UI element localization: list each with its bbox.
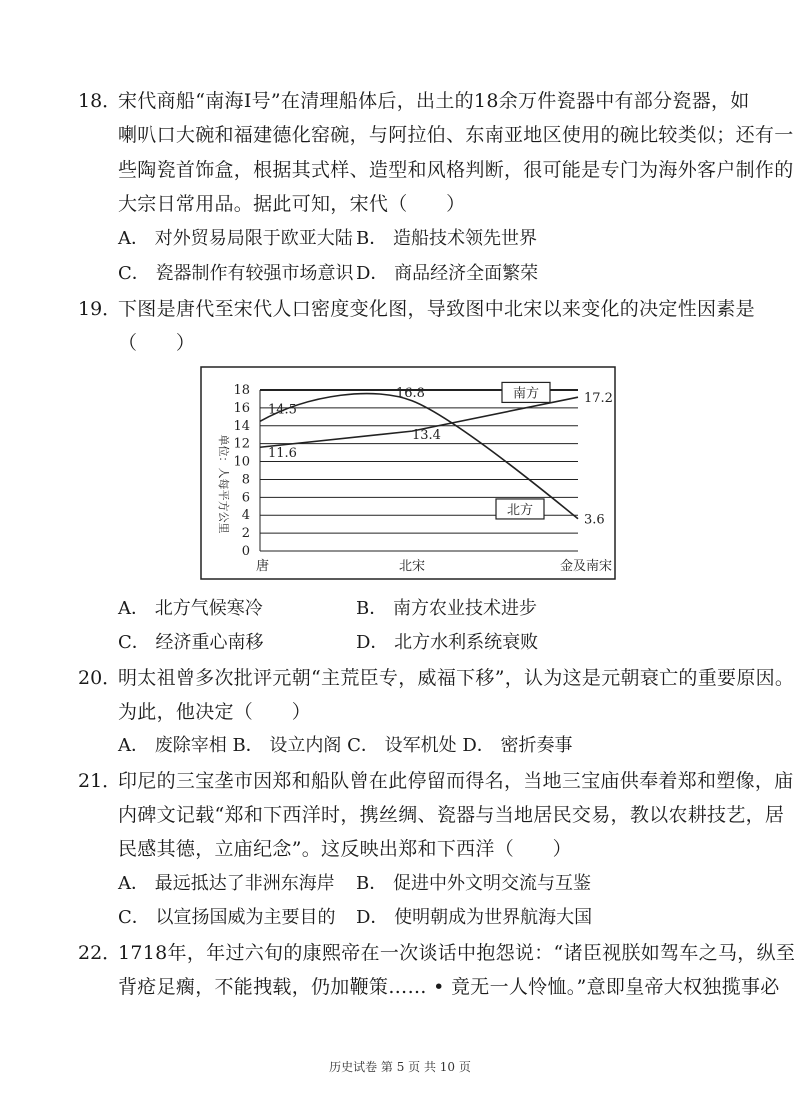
q18-option-a: A． 对外贸易局限于欧亚大陆 xyxy=(118,228,353,249)
q21-option-c: C． 以宣扬国威为主要目的 xyxy=(118,907,336,928)
y-axis-label: 单位：人每平方公里 xyxy=(217,434,230,534)
y-tick-label: 16 xyxy=(233,400,250,416)
q19-stem-line-2: （ ） xyxy=(118,332,196,354)
page-footer: 历史试卷 第 5 页 共 10 页 xyxy=(329,1060,471,1074)
population-density-chart xyxy=(200,366,616,581)
x-tick-label: 唐 xyxy=(256,559,270,574)
q21-option-b: B． 促进中外文明交流与互鉴 xyxy=(356,873,591,894)
y-tick-label: 4 xyxy=(241,508,250,524)
q20-options: A． 废除宰相 B． 设立内阁 C． 设军机处 D． 密折奏事 xyxy=(118,735,573,756)
q18-option-c: C． 瓷器制作有较强市场意识 xyxy=(118,263,354,284)
q19-option-d: D． 北方水利系统衰败 xyxy=(356,632,539,653)
y-tick-label: 6 xyxy=(241,490,250,506)
data-label: 17.2 xyxy=(584,391,613,407)
q21-option-d: D． 使明朝成为世界航海大国 xyxy=(356,907,593,928)
q20-number: 20． xyxy=(78,667,122,689)
q21-number: 21． xyxy=(78,770,122,792)
q20-stem-line-2: 为此，他决定（ ） xyxy=(118,701,312,723)
data-label: 11.6 xyxy=(268,446,297,462)
data-label: 16.8 xyxy=(396,386,425,402)
q19-option-c: C． 经济重心南移 xyxy=(118,632,264,653)
y-tick-label: 2 xyxy=(241,526,250,542)
y-tick-label: 0 xyxy=(241,544,250,559)
y-tick-label: 14 xyxy=(233,418,250,434)
q22-stem-line-1: 1718年，年过六旬的康熙帝在一次谈话中抱怨说：“诸臣视朕如驾车之马，纵至 xyxy=(118,942,796,964)
q21-stem-line-2: 内碑文记载“郑和下西洋时，携丝绸、瓷器与当地居民交易，教以农耕技艺，居 xyxy=(118,804,785,826)
q21-stem-line-1: 印尼的三宝垄市因郑和船队曾在此停留而得名，当地三宝庙供奉着郑和塑像，庙 xyxy=(118,770,794,792)
data-label: 13.4 xyxy=(412,428,441,444)
y-tick-label: 10 xyxy=(233,454,250,470)
q22-number: 22． xyxy=(78,942,122,964)
q19-option-b: B． 南方农业技术进步 xyxy=(356,598,537,619)
q21-option-a: A． 最远抵达了非洲东海岸 xyxy=(118,873,335,894)
data-label: 14.5 xyxy=(268,402,297,418)
q20-stem-line-1: 明太祖曾多次批评元朝“主荒臣专，威福下移”，认为这是元朝衰亡的重要原因。 xyxy=(118,667,795,689)
y-tick-label: 12 xyxy=(233,436,250,452)
q18-stem-line-4: 大宗日常用品。据此可知，宋代（ ） xyxy=(118,193,466,215)
q21-stem-line-3: 民感其德，立庙纪念”。这反映出郑和下西洋（ ） xyxy=(118,838,572,860)
data-label: 3.6 xyxy=(584,512,605,528)
series-name-label: 北方 xyxy=(506,502,534,518)
q18-stem-line-2: 喇叭口大碗和福建德化窑碗，与阿拉伯、东南亚地区使用的碗比较类似；还有一 xyxy=(118,124,794,146)
q18-option-b: B． 造船技术领先世界 xyxy=(356,228,537,249)
x-tick-label: 金及南宋 xyxy=(559,559,612,574)
q18-number: 18． xyxy=(78,90,122,112)
q18-stem-line-1: 宋代商船“南海Ⅰ号”在清理船体后，出土的18余万件瓷器中有部分瓷器，如 xyxy=(118,90,750,112)
y-tick-label: 8 xyxy=(241,472,250,488)
q18-stem-line-3: 些陶瓷首饰盒，根据其式样、造型和风格判断，很可能是专门为海外客户制作的 xyxy=(118,159,794,181)
series-name-label: 南方 xyxy=(512,386,540,402)
q22-stem-line-2: 背疮足瘸，不能拽载，仍加鞭策…… • 竟无一人怜恤。”意即皇帝大权独揽事必 xyxy=(118,976,780,998)
q19-stem-line-1: 下图是唐代至宋代人口密度变化图，导致图中北宋以来变化的决定性因素是 xyxy=(118,298,755,320)
q19-number: 19． xyxy=(78,298,122,320)
q18-option-d: D． 商品经济全面繁荣 xyxy=(356,263,539,284)
q19-option-a: A． 北方气候寒冷 xyxy=(118,598,263,619)
x-tick-label: 北宋 xyxy=(398,559,426,574)
y-tick-label: 18 xyxy=(233,383,250,398)
